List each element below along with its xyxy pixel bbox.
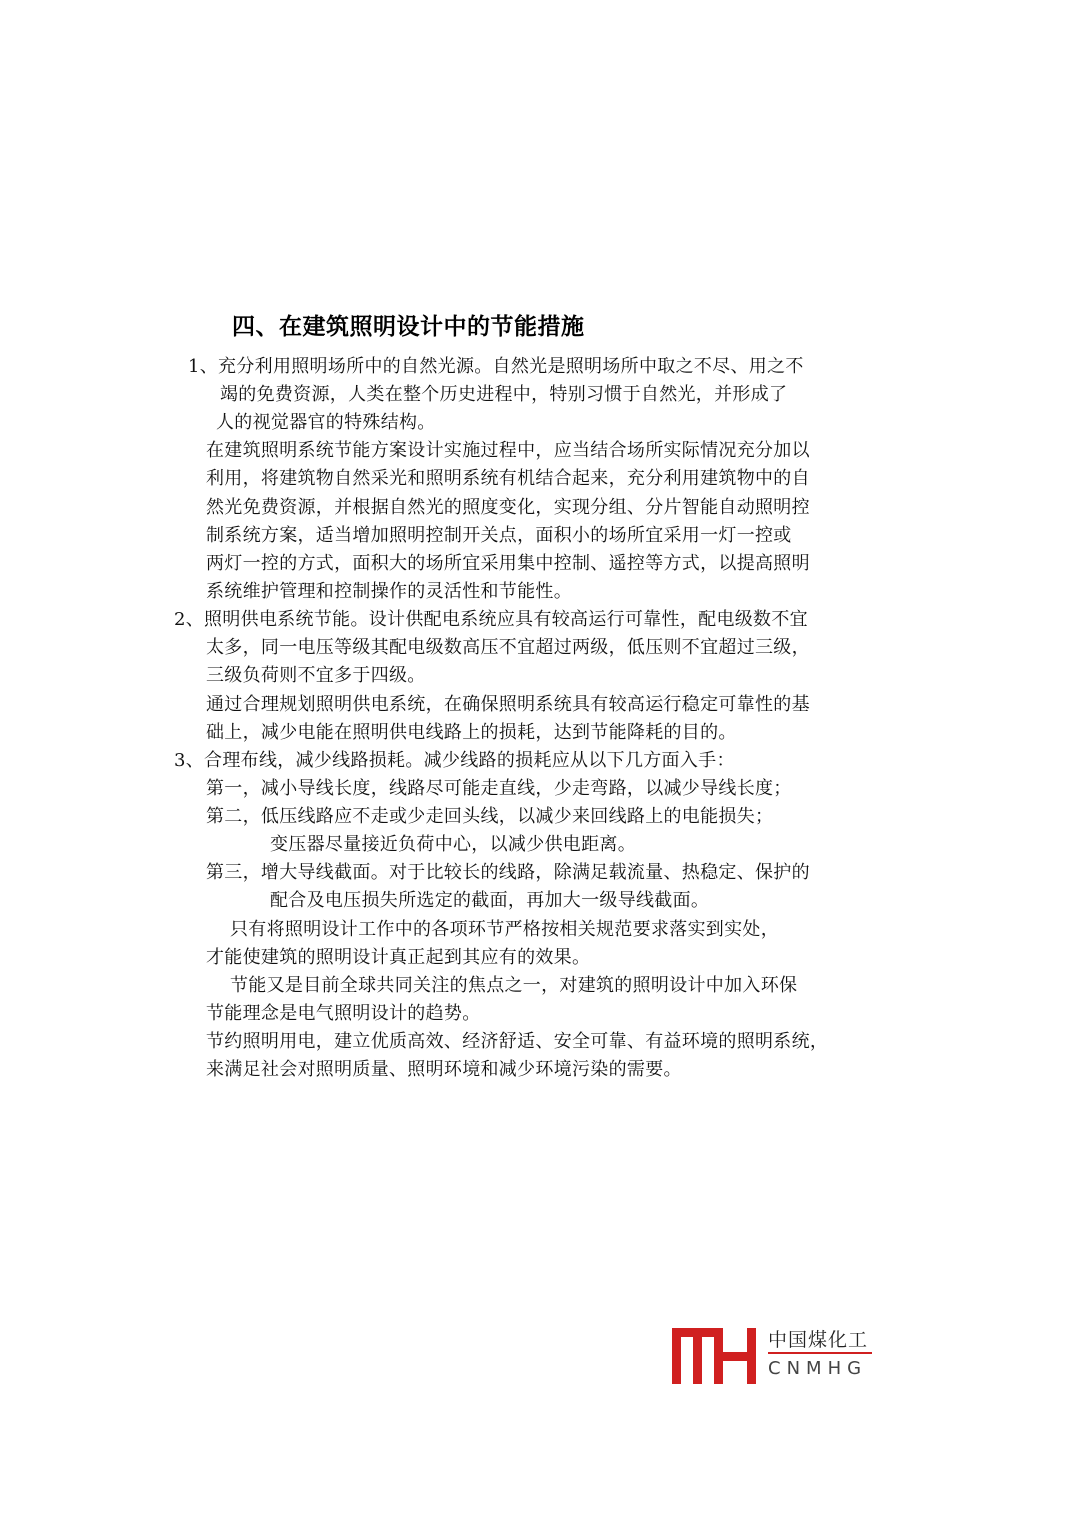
text-line: 人的视觉器官的特殊结构。: [216, 412, 436, 433]
logo-mark-icon: [670, 1322, 760, 1388]
section-heading: 四、在建筑照明设计中的节能措施: [232, 313, 585, 340]
text-line: 2、照明供电系统节能。设计供配电系统应具有较高运行可靠性，配电级数不宜: [174, 609, 808, 630]
logo-english-name: CNMHG: [768, 1358, 868, 1379]
text-line: 然光免费资源，并根据自然光的照度变化，实现分组、分片智能自动照明控: [206, 497, 810, 518]
text-line: 才能使建筑的照明设计真正起到其应有的效果。: [206, 947, 591, 968]
text-line: 第一，减小导线长度，线路尽可能走直线，少走弯路，以减少导线长度；: [206, 778, 792, 799]
text-line: 1、充分利用照明场所中的自然光源。自然光是照明场所中取之不尽、用之不: [188, 356, 804, 377]
text-line: 变压器尽量接近负荷中心，以减少供电距离。: [270, 834, 636, 855]
text-line: 第三，增大导线截面。对于比较长的线路，除满足载流量、热稳定、保护的: [206, 862, 810, 883]
text-line: 配合及电压损失所选定的截面，再加大一级导线截面。: [270, 890, 710, 911]
text-line: 系统维护管理和控制操作的灵活性和节能性。: [206, 581, 572, 602]
text-line: 竭的免费资源，人类在整个历史进程中，特别习惯于自然光，并形成了: [220, 384, 788, 405]
text-line: 节能又是目前全球共同关注的焦点之一，对建筑的照明设计中加入环保: [230, 975, 798, 996]
logo-chinese-name: 中国煤化工: [768, 1329, 869, 1351]
text-line: 3、合理布线，减少线路损耗。减少线路的损耗应从以下几方面入手：: [174, 750, 735, 771]
text-line: 第二，低压线路应不走或少走回头线，以减少来回线路上的电能损失；: [206, 806, 774, 827]
text-line: 三级负荷则不宜多于四级。: [206, 665, 426, 686]
text-line: 来满足社会对照明质量、照明环境和减少环境污染的需要。: [206, 1059, 682, 1080]
text-line: 制系统方案，适当增加照明控制开关点，面积小的场所宜采用一灯一控或: [206, 525, 792, 546]
text-line: 在建筑照明系统节能方案设计实施过程中，应当结合场所实际情况充分加以: [206, 440, 810, 461]
text-line: 只有将照明设计工作中的各项环节严格按相关规范要求落实到实处，: [230, 919, 779, 940]
text-line: 节约照明用电，建立优质高效、经济舒适、安全可靠、有益环境的照明系统，: [206, 1031, 829, 1052]
text-line: 节能理念是电气照明设计的趋势。: [206, 1003, 481, 1024]
text-line: 础上，减少电能在照明供电线路上的损耗，达到节能降耗的目的。: [206, 722, 737, 743]
text-line: 利用，将建筑物自然采光和照明系统有机结合起来，充分利用建筑物中的自: [206, 468, 810, 489]
text-line: 太多，同一电压等级其配电级数高压不宜超过两级，低压则不宜超过三级，: [206, 637, 810, 658]
text-line: 通过合理规划照明供电系统，在确保照明系统具有较高运行稳定可靠性的基: [206, 694, 810, 715]
text-line: 两灯一控的方式，面积大的场所宜采用集中控制、遥控等方式，以提高照明: [206, 553, 810, 574]
logo-divider: [768, 1352, 872, 1354]
company-logo: [670, 1322, 880, 1388]
